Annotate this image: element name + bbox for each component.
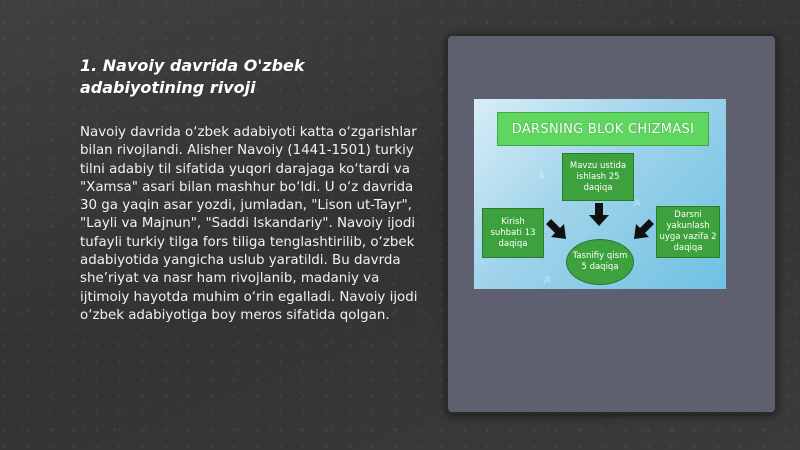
body-paragraph: Navoiy davrida o‘zbek adabiyoti katta o‘zgarishlar bilan rivojlandi. Alisher Navoiy (1441-1501) turkiy tilni adabiy til sifatida yuqori darajaga ko‘tardi va "Xamsa" asari bilan mashhur bo‘ldi. U o‘z davrida 30 ga yaqin asar yozdi, jumladan, "Lison ut-Tayr", "Layli va Majnun", "Saddi Iskandariy". Navoiy ijodi tufayli turkiy tilga fors tiliga tenglashtirilib, o‘zbek adabiyotida yangicha uslub yaratildi. Bu davrda she’riyat va nasr ham rivojlanib, madaniy va ijtimoiy hayotda muhim o‘rin egalladi. Navoiy ijodi o‘zbek adabiyotiga boy meros sifatida qolgan. (80, 125, 418, 323)
diagram-heading: DARSNING BLOK CHIZMASI (497, 112, 709, 146)
diagram-box-main-topic: Mavzu ustida ishlash 25 daqiqa (562, 153, 634, 201)
slide-title: 1. Navoiy davrida O'zbek adabiyotining rivoji (80, 56, 305, 97)
arrow-down-icon (588, 203, 610, 227)
block-diagram-image (474, 99, 726, 289)
diagram-box-classification: Tasnifiy qism 5 daqiqa (566, 239, 634, 285)
arrow-down-left-icon (632, 217, 656, 241)
arrow-down-right-icon (544, 217, 568, 241)
diagram-box-introduction: Kirish suhbati 13 daqiqa (482, 208, 544, 258)
diagram-box-conclusion: Darsni yakunlash uyga vazifa 2 daqiqa (656, 206, 720, 258)
watermark-mark: A (634, 198, 641, 209)
watermark-mark: A (544, 275, 551, 286)
watermark-mark: A (538, 171, 545, 182)
